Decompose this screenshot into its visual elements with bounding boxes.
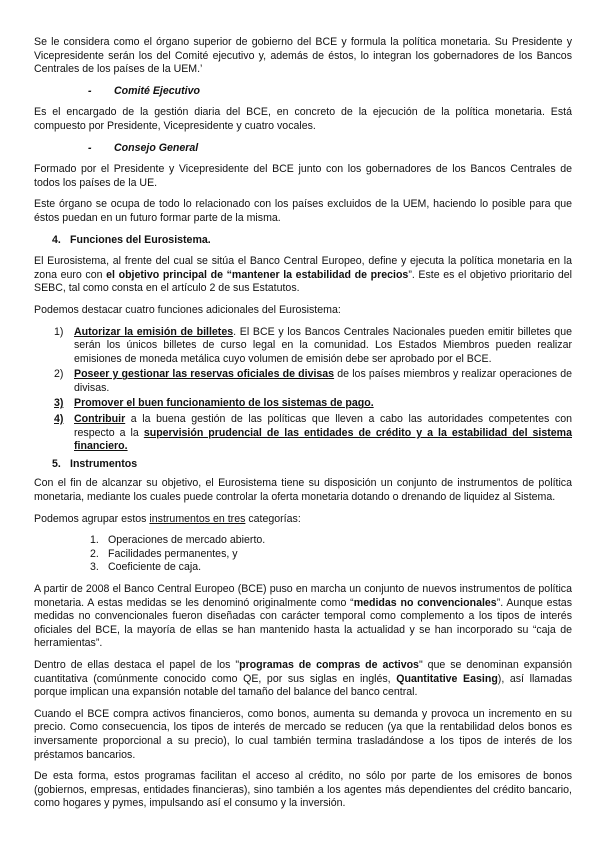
item-label: Operaciones de mercado abierto. [108,534,266,547]
item-number: 2. [90,547,99,560]
consejo-title: Consejo General [114,141,199,154]
categories-list [34,534,572,575]
section-5-paragraph-1: Con el fin de alcanzar su objetivo, el Eurosistema tiene su disposición un conjunto de instrumentos de política monetaria, mediante los cuales puede controlar la oferta monetaria dotando o drenando de liquidez al Sistema. [34,477,572,504]
intro-paragraph: Se le considera como el órgano superior de gobierno del BCE y formula la política monetaria. Su Presidente y Vicepresidente serán los del Comité ejecutivo y, además de éstos, lo integran los gobernadores de los Bancos Centrales de los países de la UEM.’ [34,36,572,76]
consejo-dash: - [88,141,92,154]
item-text: . El BCE y los Bancos Centrales Nacionales pueden emitir billetes que serán los únicos billetes de curso legal en la comunidad. Los Estados Miembros pueden realizar emisiones de moneda metálica cuyo volumen de emisión debe ser aprobado por el BCE. [74,325,572,365]
emphasis: medidas no convencionales [353,596,497,609]
section-5-paragraph-6: De esta forma, estos programas facilitan el acceso al crédito, no sólo por parte de los emisores de bonos (gobiernos, empresas, entidades financieras), sino también a los agentes más dependientes del crédito bancario, como hogares y pymes, impulsando así el consumo y la inversión. [34,770,572,810]
section-4-title: Funciones del Eurosistema. [70,233,211,246]
item-label: Coeficiente de caja. [108,561,202,574]
function-item-1 [34,326,572,367]
item-lead: Contribuir [74,413,126,426]
item-number: 3. [90,561,99,574]
item-number: 1. [90,534,99,547]
item-text: a la buena gestión de las políticas que lleven a cabo las autoridades competentes con respecto a la [74,413,572,439]
text-run: ”. Aunque estas medidas no convencionales fueron diseñadas con carácter temporal como complemento a los tipos de interés oficiales del BCE, la mayoría de ellas se han mantenido hasta la actualidad y se han incorporado su “caja de herramientas”. [34,596,572,650]
section-4-paragraph-1 [34,255,572,296]
comite-heading [88,85,572,99]
comite-title: Comité Ejecutivo [114,84,200,97]
text-run: categorías: [245,512,301,525]
section-4-paragraph-2: Podemos destacar cuatro funciones adicionales del Eurosistema: [34,303,341,316]
text-run: A partir de 2008 el Banco Central Europeo (BCE) puso en marcha un conjunto de nuevos instrumentos de política monetaria. A estas medidas se les denominó originalmente como “ [34,583,572,609]
item-emphasis: supervisión prudencial de las entidades de crédito y a la estabilidad del sistema financiero. [74,426,572,453]
section-5-title: Instrumentos [70,457,138,470]
function-item-2 [34,368,572,395]
function-item-3 [34,397,572,411]
category-item [34,534,572,548]
item-lead: Promover el buen funcionamiento de los sistemas de pago. [74,397,374,410]
text-run: ”. Este es el objetivo prioritario del SEBC, tal como consta en el artículo 2 de sus Estatutos. [34,268,572,295]
emphasis: programas de compras de activos [239,658,419,671]
category-item [34,548,572,562]
consejo-paragraph-1: Formado por el Presidente y Vicepresidente del BCE junto con los gobernadores de los Bancos Centrales de todos los países de la UE. [34,163,572,189]
consejo-paragraph-2: Este órgano se ocupa de todo lo relacionado con los países excluidos de la UEM, haciendo lo posible para que éstos puedan en un futuro formar parte de la misma. [34,198,572,224]
item-number: 4) [54,413,64,426]
function-item-4 [34,413,572,454]
section-5-paragraph-2 [34,513,572,527]
text-run: ), así llamadas porque implican una expansión notable del tamaño del balance del banco central. [34,672,572,699]
item-lead: Autorizar la emisión de billetes [74,325,234,338]
functions-list [34,326,572,454]
section-5-heading [52,458,572,472]
comite-paragraph: Es el encargado de la gestión diaria del BCE, en concreto de la ejecución de la política monetaria. Está compuesto por Presidente, Vicepresidente y cuatro vocales. [34,106,572,132]
item-number: 3) [54,397,64,410]
section-5-paragraph-3 [34,583,572,651]
item-number: 2) [54,368,64,381]
section-4-number: 4. [52,233,61,246]
text-run: El Eurosistema, al frente del cual se sitúa el Banco Central Europeo, define y ejecuta la política monetaria en la zona euro con [34,255,572,281]
objective-emphasis: el objetivo principal de “mantener la estabilidad de precios [106,268,409,281]
item-number: 1) [54,325,64,338]
item-lead: Poseer y gestionar las reservas oficiales de divisas [74,368,335,381]
text-run: " que se denominan expansión cuantitativa (comúnmente conocido como QE, por sus siglas en inglés, [34,658,572,685]
emphasis: Quantitative Easing [396,672,498,685]
underlined-phrase: instrumentos en tres [149,512,246,525]
section-5-number: 5. [52,457,61,470]
section-5-paragraph-5: Cuando el BCE compra activos financieros, como bonos, aumenta su demanda y provoca un incremento en su precio. Como consecuencia, los tipos de interés de mercado se reducen (ya que la rentabilidad delos bonos es inversamente proporcional a su precio), lo cual también termina trasladándose a los tipos de interés de los préstamos bancarios. [34,707,572,761]
item-text: de los países miembros y realizar operaciones de divisas. [74,368,572,394]
category-item [34,561,572,575]
text-run: Dentro de ellas destaca el papel de los " [34,658,240,671]
comite-dash: - [88,84,92,97]
item-label: Facilidades permanentes, y [108,547,238,560]
section-4-heading [52,234,572,248]
consejo-heading [88,142,572,156]
section-5-paragraph-4 [34,659,572,700]
text-run: Podemos agrupar estos [34,512,150,525]
